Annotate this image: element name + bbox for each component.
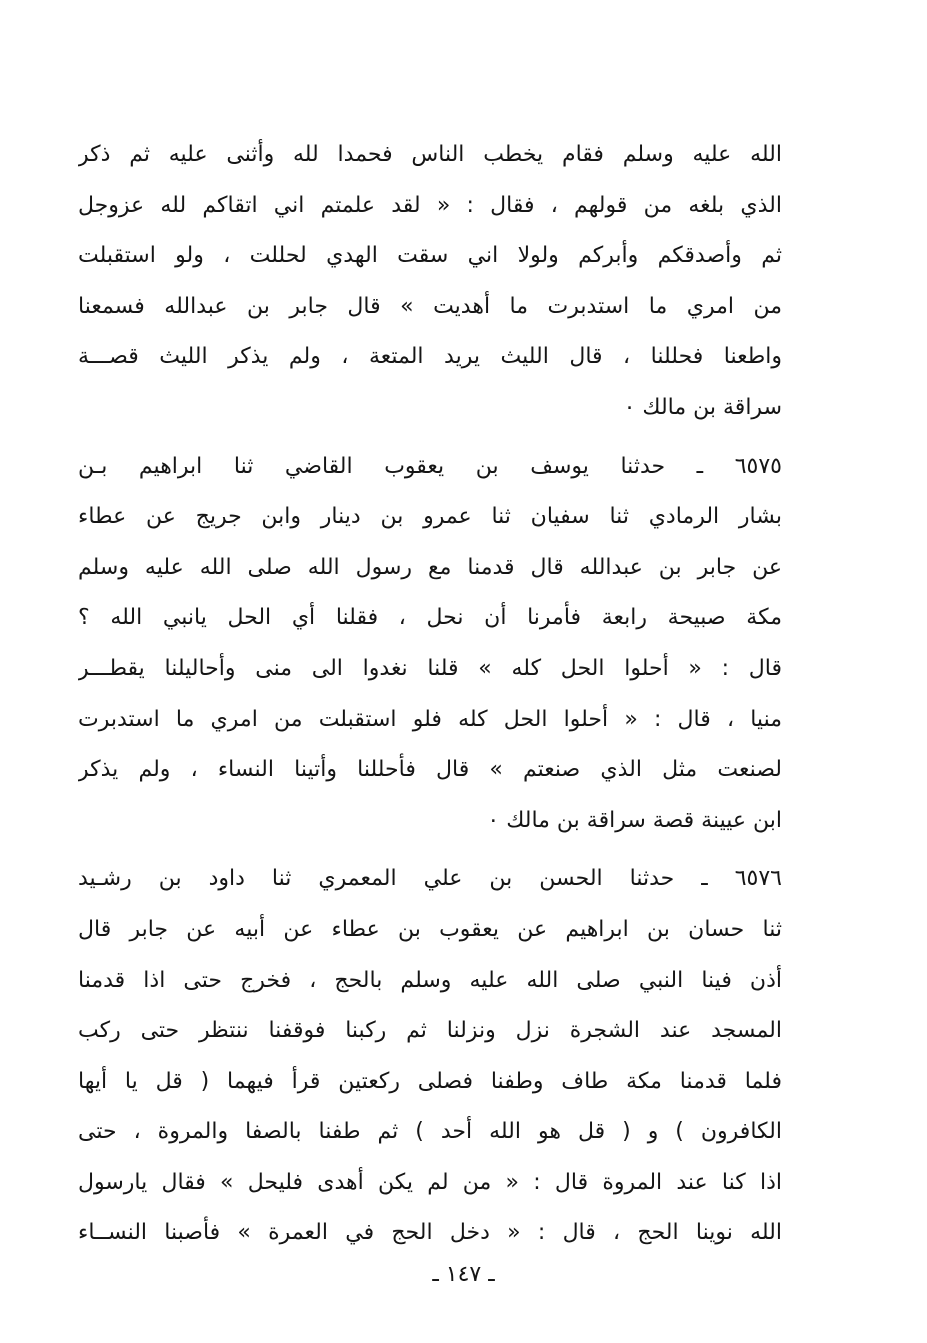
text-line: الكافرون ) و ( قل هو الله أحد ) ثم طفنا بالصفا والمروة ، حتى [78,1119,782,1145]
text-line: ٦٥٧٥ ـ حدثنا يوسف بن يعقوب القاضي ثنا ابراهيم بـن [78,453,782,479]
text-line: لصنعت مثل الذي صنعتم » قال فأحللنا وأتينا النساء ، ولم يذكر [78,757,782,783]
text-line: أذن فينا النبي صلى الله عليه وسلم بالحج ، فخرج حتى اذا قدمنا [78,967,782,993]
text-line: ٦٥٧٦ ـ حدثنا الحسن بن علي المعمري ثنا داود بن رشـيد [78,866,782,892]
text-line: ثم وأصدقكم وأبركم ولولا اني سقت الهدي لحللت ، ولو استقبلت [78,243,782,269]
text-line: ابن عيينة قصة سراقة بن مالك ٠ [487,807,782,833]
text-line: المسجد عند الشجرة نزل ونزلنا ثم ركبنا فوقفنا ننتظر حتى ركب [78,1018,782,1044]
text-line: اذا كنا عند المروة قال : « من لم يكن أهدى فليحل » فقال يارسول [78,1169,782,1195]
text-line: من امري ما استدبرت ما أهديت » قال جابر بن عبدالله فسمعنا [78,293,782,319]
text-line: مكة صبيحة رابعة فأمرنا أن نحل ، فقلنا أي الحل يانبي الله ؟ [78,605,782,631]
text-line: منيا ، قال : « أحلوا الحل كله فلو استقبلت من امري ما استدبرت [78,706,782,732]
page-number: ـ ١٤٧ ـ [432,1262,495,1287]
text-line: قال : « أحلوا الحل كله » قلنا نغدوا الى منى وأحاليلنا يقطـــر [78,655,782,681]
text-line: عن جابر بن عبدالله قال قدمنا مع رسول الله صلى الله عليه وسلم [78,554,782,580]
text-line: الذي بلغه من قولهم ، فقال : « لقد علمتم اني اتقاكم لله عزوجل [78,192,782,218]
paragraph-3 [78,854,782,1259]
paragraph-gap [78,434,782,442]
body-text [78,130,782,1259]
text-line: فلما قدمنا مكة طاف وطفنا فصلى ركعتين قرأ فيهما ( قل يا أيها [78,1068,782,1094]
text-line: سراقة بن مالك ٠ [623,394,782,420]
paragraph-gap [78,846,782,854]
text-line: واطعنا فحللنا ، قال الليث يريد المتعة ، ولم يذكر الليث قصـــة [78,344,782,370]
text-line: بشار الرمادي ثنا سفيان ثنا عمرو بن دينار وابن جريج عن عطاء [78,504,782,530]
paragraph-2 [78,442,782,847]
paragraph-1 [78,130,782,434]
text-line: الله نوينا الحج ، قال : « دخل الحج في العمرة » فأصبنا النســاء [78,1220,782,1246]
text-line: ثنا حسان بن ابراهيم عن يعقوب بن عطاء عن أبيه عن جابر قال [78,916,782,942]
text-line: الله عليه وسلم فقام يخطب الناس فحمدا لله وأثنى عليه ثم ذكر [78,142,782,167]
